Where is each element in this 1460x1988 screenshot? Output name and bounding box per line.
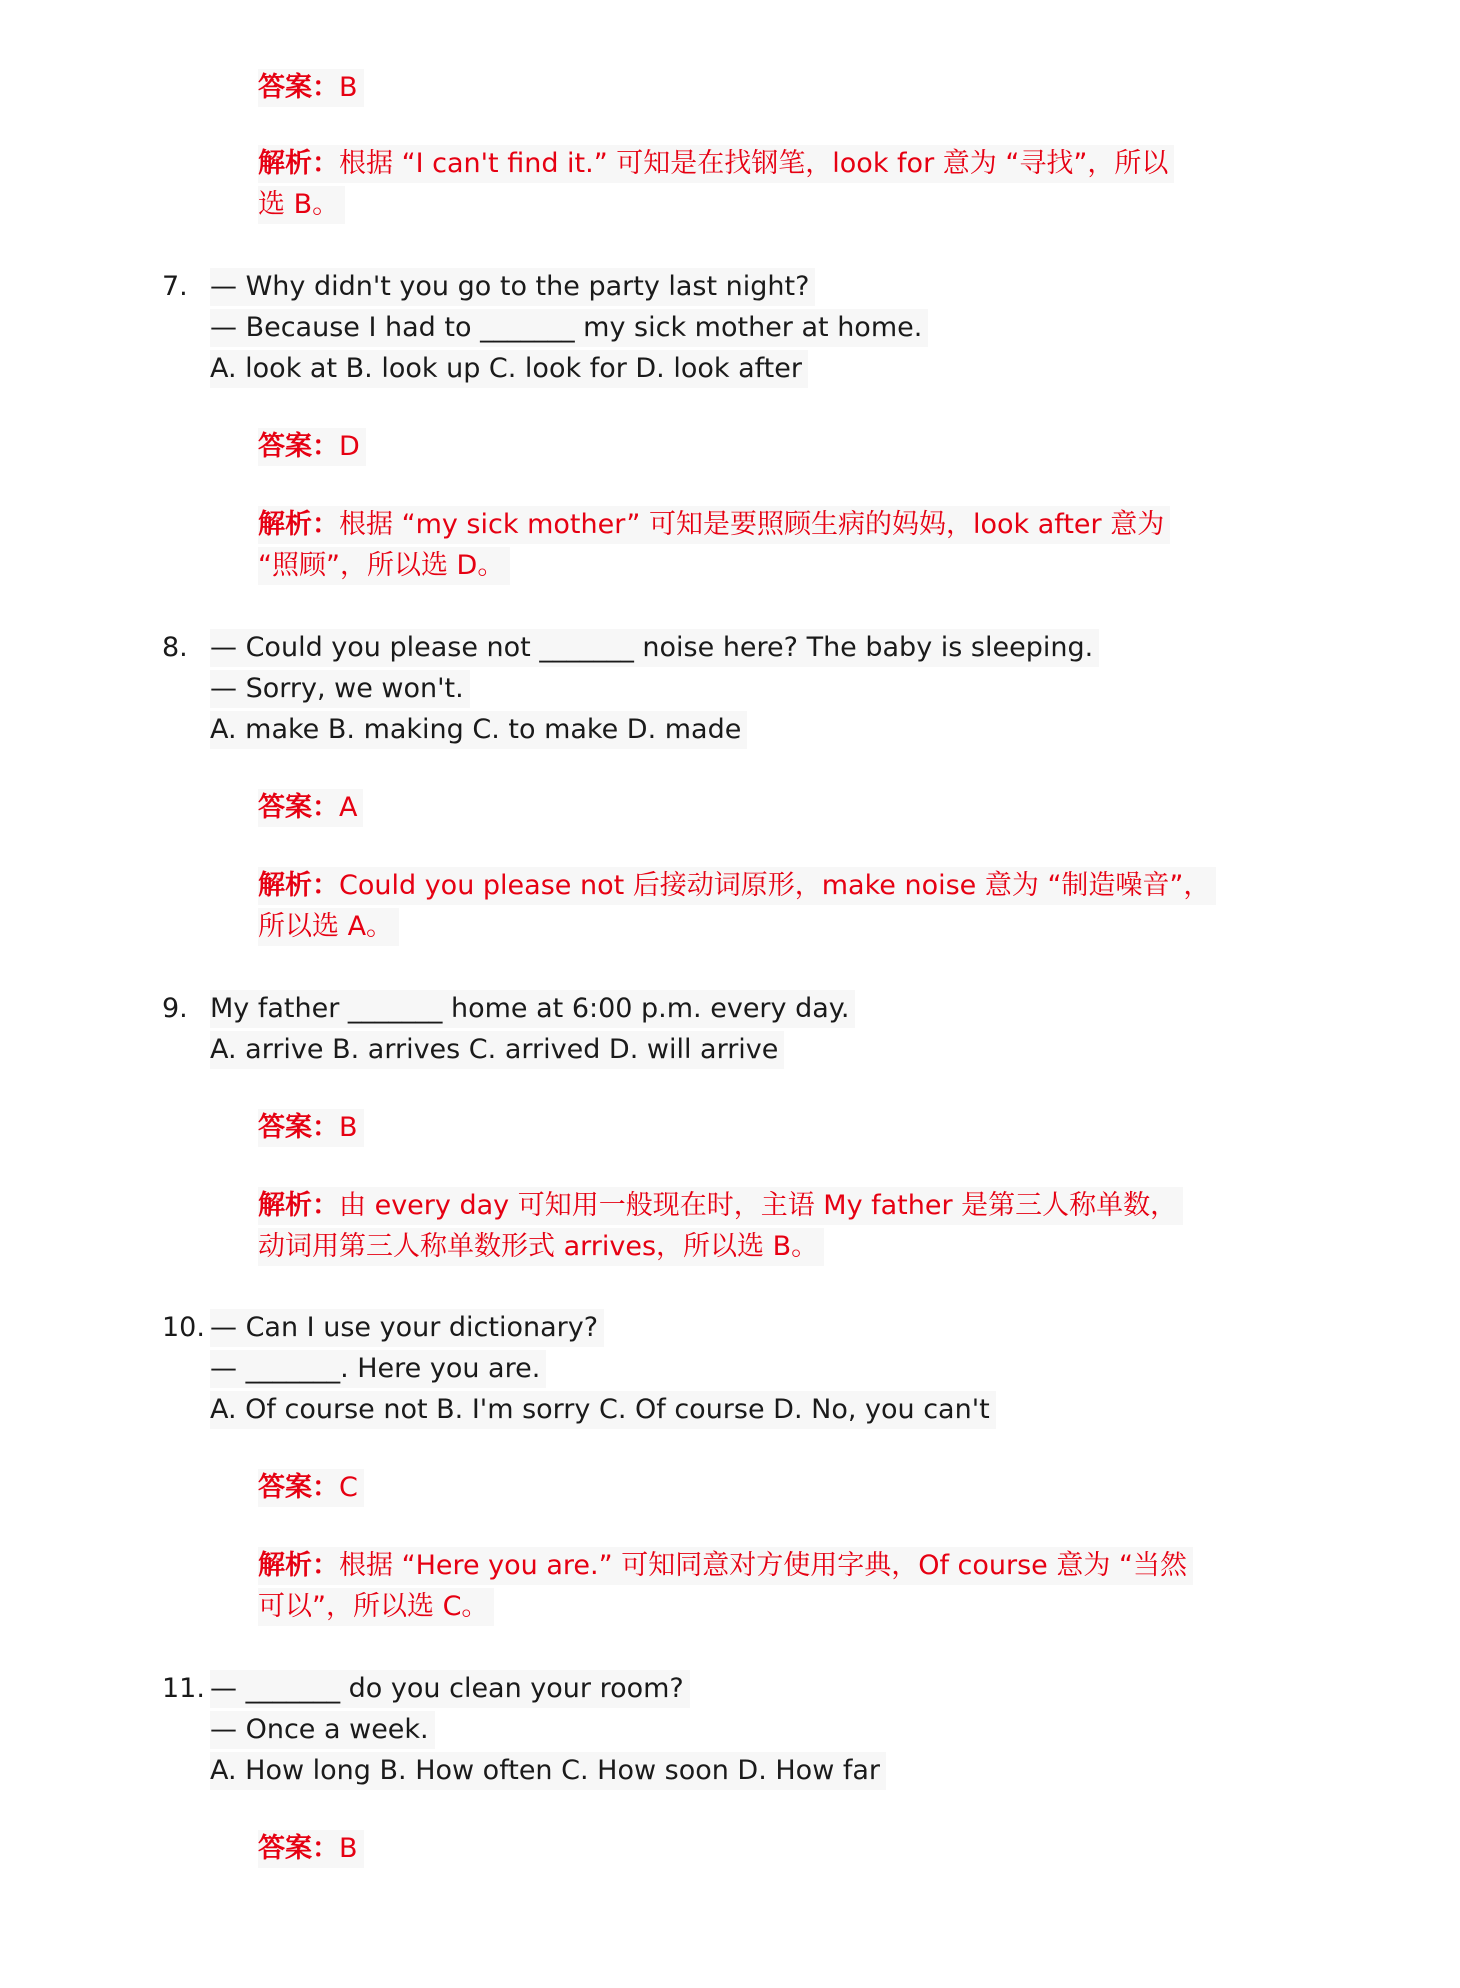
explanation-text: 根据 “my sick mother” 可知是要照顾生病的妈妈，look after 意为: [339, 509, 1165, 540]
explanation-line: [258, 1228, 824, 1266]
explanation-label: 解析：: [258, 1190, 339, 1221]
answer-line: [258, 428, 366, 466]
answer-line: [258, 789, 363, 827]
answer-label: 答案：: [258, 1472, 339, 1503]
explanation-line: [258, 186, 345, 224]
explanation-text: 可以”，所以选 C。: [258, 1591, 489, 1622]
question-line: — Could you please not _______ noise here? The baby is sleeping.: [210, 629, 1099, 667]
explanation-line: [258, 145, 1174, 183]
question-line: — _______. Here you are.: [210, 1350, 546, 1388]
question-line: — _______ do you clean your room?: [210, 1670, 690, 1708]
explanation-label: 解析：: [258, 870, 339, 901]
question-number: 8.: [162, 632, 188, 663]
explanation-text: 选 B。: [258, 189, 340, 220]
answer-label: 答案：: [258, 431, 339, 462]
question-number: 9.: [162, 993, 188, 1024]
answer-line: [258, 69, 364, 107]
explanation-label: 解析：: [258, 1550, 339, 1581]
options-line: A. arrive B. arrives C. arrived D. will arrive: [210, 1031, 784, 1069]
explanation-line: [258, 1547, 1193, 1585]
question-number: 10.: [162, 1312, 205, 1343]
explanation-label: 解析：: [258, 509, 339, 540]
answer-label: 答案：: [258, 1112, 339, 1143]
options-line: A. make B. making C. to make D. made: [210, 711, 747, 749]
explanation-line: [258, 908, 399, 946]
explanation-label: 解析：: [258, 148, 339, 179]
explanation-text: 所以选 A。: [258, 911, 394, 942]
explanation-line: [258, 547, 510, 585]
explanation-line: [258, 506, 1170, 544]
answer-value: C: [339, 1472, 358, 1503]
explanation-text: 动词用第三人称单数形式 arrives，所以选 B。: [258, 1231, 819, 1262]
question-line: My father _______ home at 6:00 p.m. every day.: [210, 990, 855, 1028]
question-number: 11.: [162, 1673, 205, 1704]
answer-value: A: [339, 792, 358, 823]
question-line: — Once a week.: [210, 1711, 435, 1749]
explanation-text: 根据 “Here you are.” 可知同意对方使用字典，Of course 意为 “当然: [339, 1550, 1187, 1581]
answer-value: B: [339, 1112, 358, 1143]
answer-line: [258, 1830, 364, 1868]
explanation-text: 根据 “I can't find it.” 可知是在找钢笔，look for 意为 “寻找”，所以: [339, 148, 1169, 179]
explanation-line: [258, 1588, 494, 1626]
options-line: A. Of course not B. I'm sorry C. Of course D. No, you can't: [210, 1391, 996, 1429]
question-line: — Can I use your dictionary?: [210, 1309, 604, 1347]
explanation-line: [258, 1187, 1183, 1225]
options-line: A. look at B. look up C. look for D. look after: [210, 350, 808, 388]
answer-value: B: [339, 72, 358, 103]
answer-label: 答案：: [258, 792, 339, 823]
explanation-text: Could you please not 后接动词原形，make noise 意为 “制造噪音”，: [339, 870, 1211, 901]
answer-value: B: [339, 1833, 358, 1864]
answer-value: D: [339, 431, 360, 462]
explanation-text: “照顾”，所以选 D。: [258, 550, 505, 581]
question-line: — Because I had to _______ my sick mother at home.: [210, 309, 928, 347]
options-line: A. How long B. How often C. How soon D. How far: [210, 1752, 886, 1790]
explanation-text: 由 every day 可知用一般现在时，主语 My father 是第三人称单数，: [339, 1190, 1178, 1221]
question-line: — Sorry, we won't.: [210, 670, 470, 708]
question-number: 7.: [162, 271, 188, 302]
answer-line: [258, 1109, 364, 1147]
explanation-line: [258, 867, 1216, 905]
answer-line: [258, 1469, 364, 1507]
answer-label: 答案：: [258, 72, 339, 103]
answer-label: 答案：: [258, 1833, 339, 1864]
question-line: — Why didn't you go to the party last night?: [210, 268, 815, 306]
